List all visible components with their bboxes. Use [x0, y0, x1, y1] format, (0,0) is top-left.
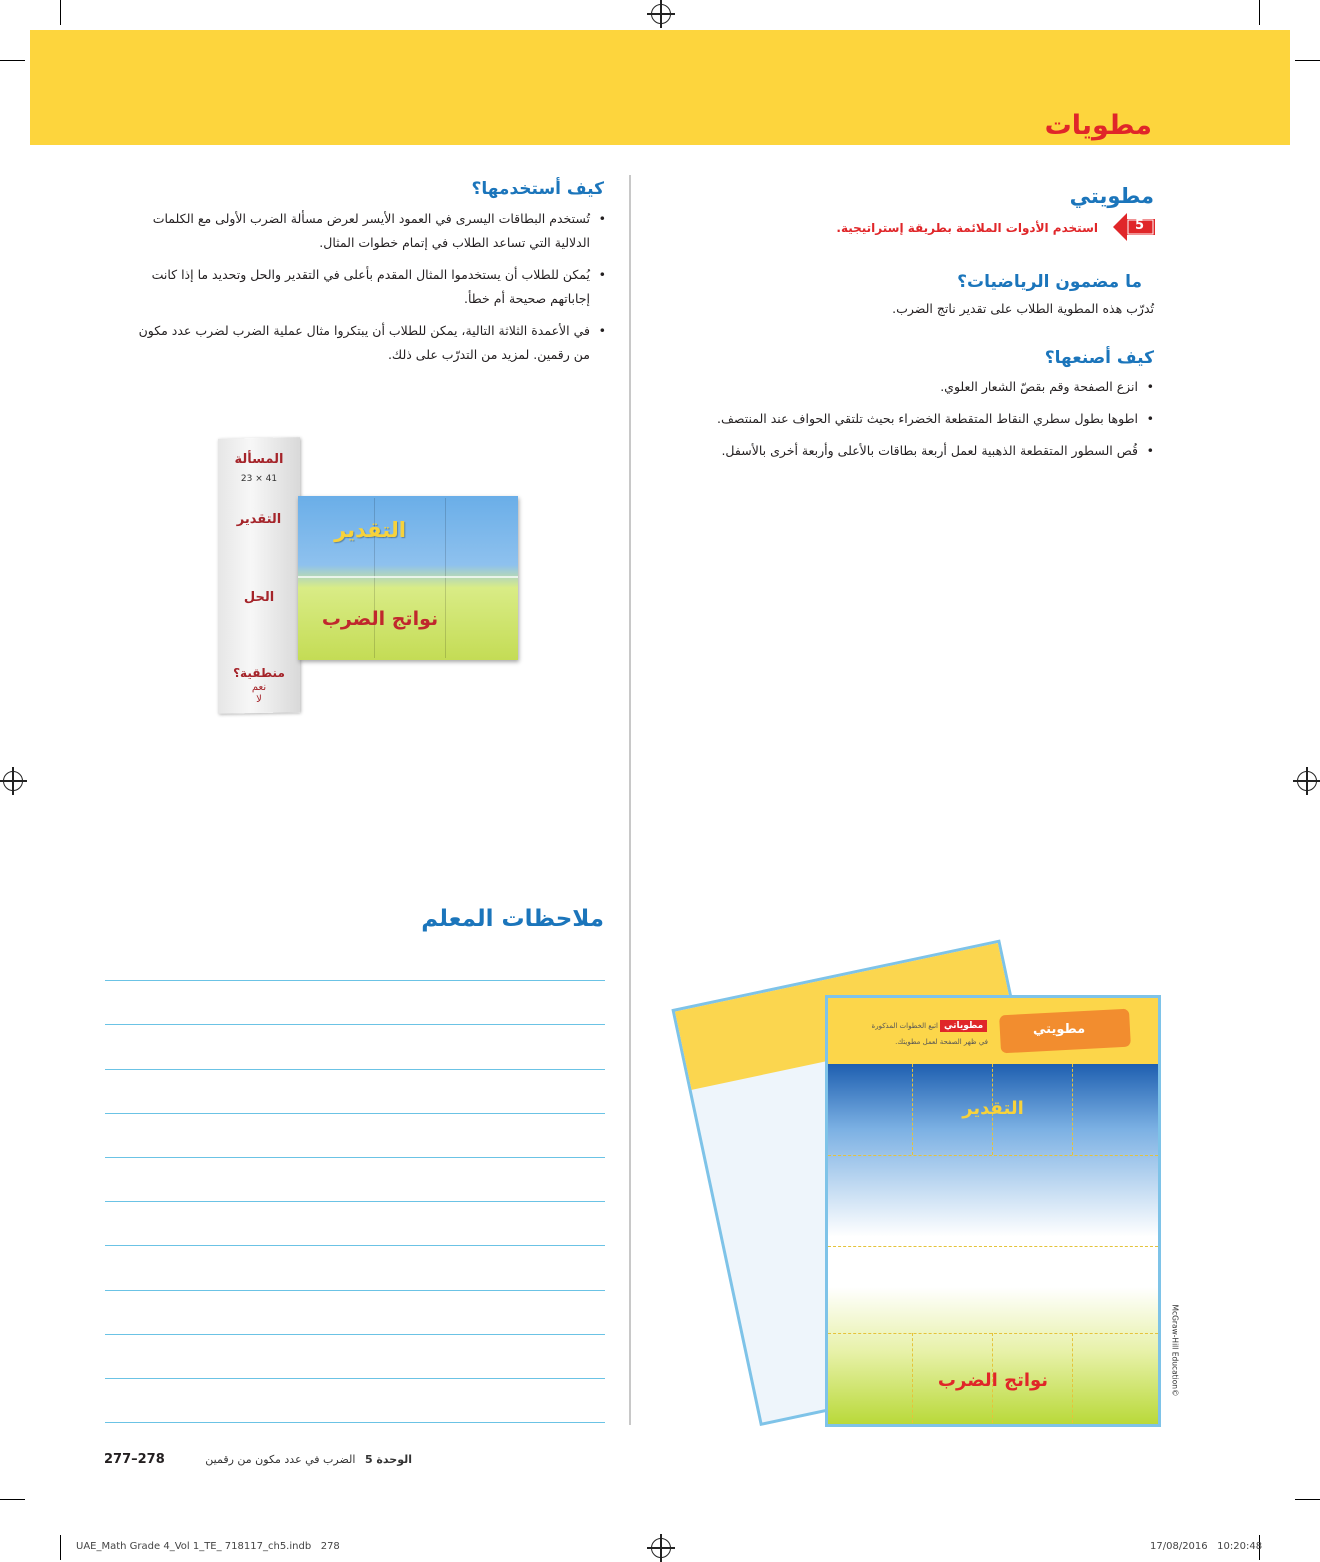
crop-mark	[1295, 1499, 1320, 1500]
note-line	[105, 1113, 605, 1114]
registration-mark-icon	[3, 771, 23, 791]
fold-line	[828, 1333, 1158, 1334]
section-text: تُدرّب هذه المطوية الطلاب على تقدير ناتج الضرب.	[892, 301, 1154, 316]
tab-reasonable: منطقية؟	[233, 666, 285, 680]
crop-mark	[0, 60, 25, 61]
practice-number: 5	[1135, 218, 1145, 233]
registration-mark-icon	[651, 1538, 671, 1558]
copyright-text: McGraw-Hill Education©	[1170, 1304, 1180, 1397]
sheet-instruction: اتبع الخطوات المذكورة	[871, 1022, 938, 1030]
crop-mark	[1295, 60, 1320, 61]
note-line	[105, 1024, 605, 1025]
crop-mark	[60, 0, 61, 25]
template-sheet-front	[825, 995, 1161, 1427]
section-heading: كيف أصنعها؟	[1044, 348, 1154, 368]
tab-yes: نعم	[251, 682, 267, 693]
foldable-photo	[210, 428, 522, 718]
sheet-label-top: التقدير	[962, 1098, 1024, 1119]
cut-line	[1072, 1333, 1073, 1423]
page-numbers: 277–278	[104, 1452, 165, 1467]
fold-line	[828, 1155, 1158, 1156]
crop-mark	[1259, 0, 1260, 25]
registration-mark-icon	[1297, 771, 1317, 791]
note-line	[105, 1201, 605, 1202]
cut-line	[912, 1333, 913, 1423]
tab-problem: المسألة	[234, 452, 284, 467]
panel-divider	[445, 498, 446, 658]
how-to-make-list	[684, 375, 1154, 471]
tab-solve: الحل	[243, 590, 275, 605]
sheet-badge: مطوياتي	[940, 1020, 987, 1032]
section-heading: كيف أستخدمها؟	[471, 179, 604, 199]
arrow-badge-icon	[1113, 213, 1155, 241]
sheet-label-bottom: نواتج الضرب	[937, 1370, 1049, 1391]
fold-line	[828, 1246, 1158, 1247]
page-title: مطويات	[1044, 110, 1152, 141]
cut-line	[912, 1064, 913, 1155]
list-item: • يُمكن للطلاب أن يستخدموا المثال المقدم بأعلى في التقدير والحل وتحديد ما إذا كانت إجاباتهم صحيحة أم خطأ.	[136, 263, 606, 311]
note-line	[105, 1422, 605, 1423]
footer-unit	[205, 1453, 412, 1466]
crop-mark	[0, 1499, 25, 1500]
unit-label: الوحدة 5	[364, 1453, 412, 1466]
unit-title: الضرب في عدد مكون من رقمين	[205, 1453, 356, 1466]
tab-no: لا	[256, 694, 262, 705]
slug-file: UAE_Math Grade 4_Vol 1_TE_ 718117_ch5.indb 278	[76, 1541, 340, 1552]
list-item: • في الأعمدة الثلاثة التالية، يمكن للطلاب أن يبتكروا مثال عملية الضرب لضرب عدد مكون من رقمين. لمزيد من التدرّب على ذلك.	[136, 319, 606, 367]
column-divider	[629, 175, 631, 1425]
list-item: • انزع الصفحة وقم بقصّ الشعار العلوي.	[684, 375, 1154, 399]
cut-line	[1072, 1064, 1073, 1155]
crop-mark	[60, 1535, 61, 1560]
section-heading: ما مضمون الرياضيات؟	[957, 272, 1142, 292]
tab-expression: 23 × 41	[240, 474, 278, 484]
tab-estimate: التقدير	[236, 512, 282, 527]
math-practice-tag	[1113, 213, 1155, 241]
list-item: • تُستخدم البطاقات اليسرى في العمود الأيسر لعرض مسألة الضرب الأولى مع الكلمات الدلالية التي تساعد الطلاب في إتمام خطوات المثال.	[136, 207, 606, 255]
registration-mark-icon	[651, 4, 671, 24]
panel-estimate: التقدير	[334, 518, 406, 542]
note-line	[105, 1334, 605, 1335]
note-line	[105, 1157, 605, 1158]
foldable-title: مطويتي	[1069, 184, 1154, 208]
note-line	[105, 1378, 605, 1379]
practice-text: استخدم الأدوات الملائمة بطريقة إستراتيجية.	[836, 221, 1098, 235]
panel-products: نواتج الضرب	[321, 608, 439, 630]
how-to-use-list	[136, 207, 606, 375]
teacher-notes-title: ملاحظات المعلم	[421, 906, 604, 932]
list-item: • قُص السطور المتقطعة الذهبية لعمل أربعة بطاقات بالأعلى وأربعة أخرى بالأسفل.	[684, 439, 1154, 463]
panel-fold-line	[298, 576, 518, 578]
sheet-logo: مطويتي	[1033, 1022, 1086, 1037]
note-line	[105, 1069, 605, 1070]
note-line	[105, 1290, 605, 1291]
note-line	[105, 1245, 605, 1246]
note-line	[105, 980, 605, 981]
slug-date: 17/08/2016 10:20:48	[1150, 1541, 1263, 1552]
sheet-instruction-2: في ظهر الصفحة لعمل مطويتك.	[895, 1038, 988, 1046]
list-item: • اطوها بطول سطري النقاط المتقطعة الخضراء بحيث تلتقي الحواف عند المنتصف.	[684, 407, 1154, 431]
